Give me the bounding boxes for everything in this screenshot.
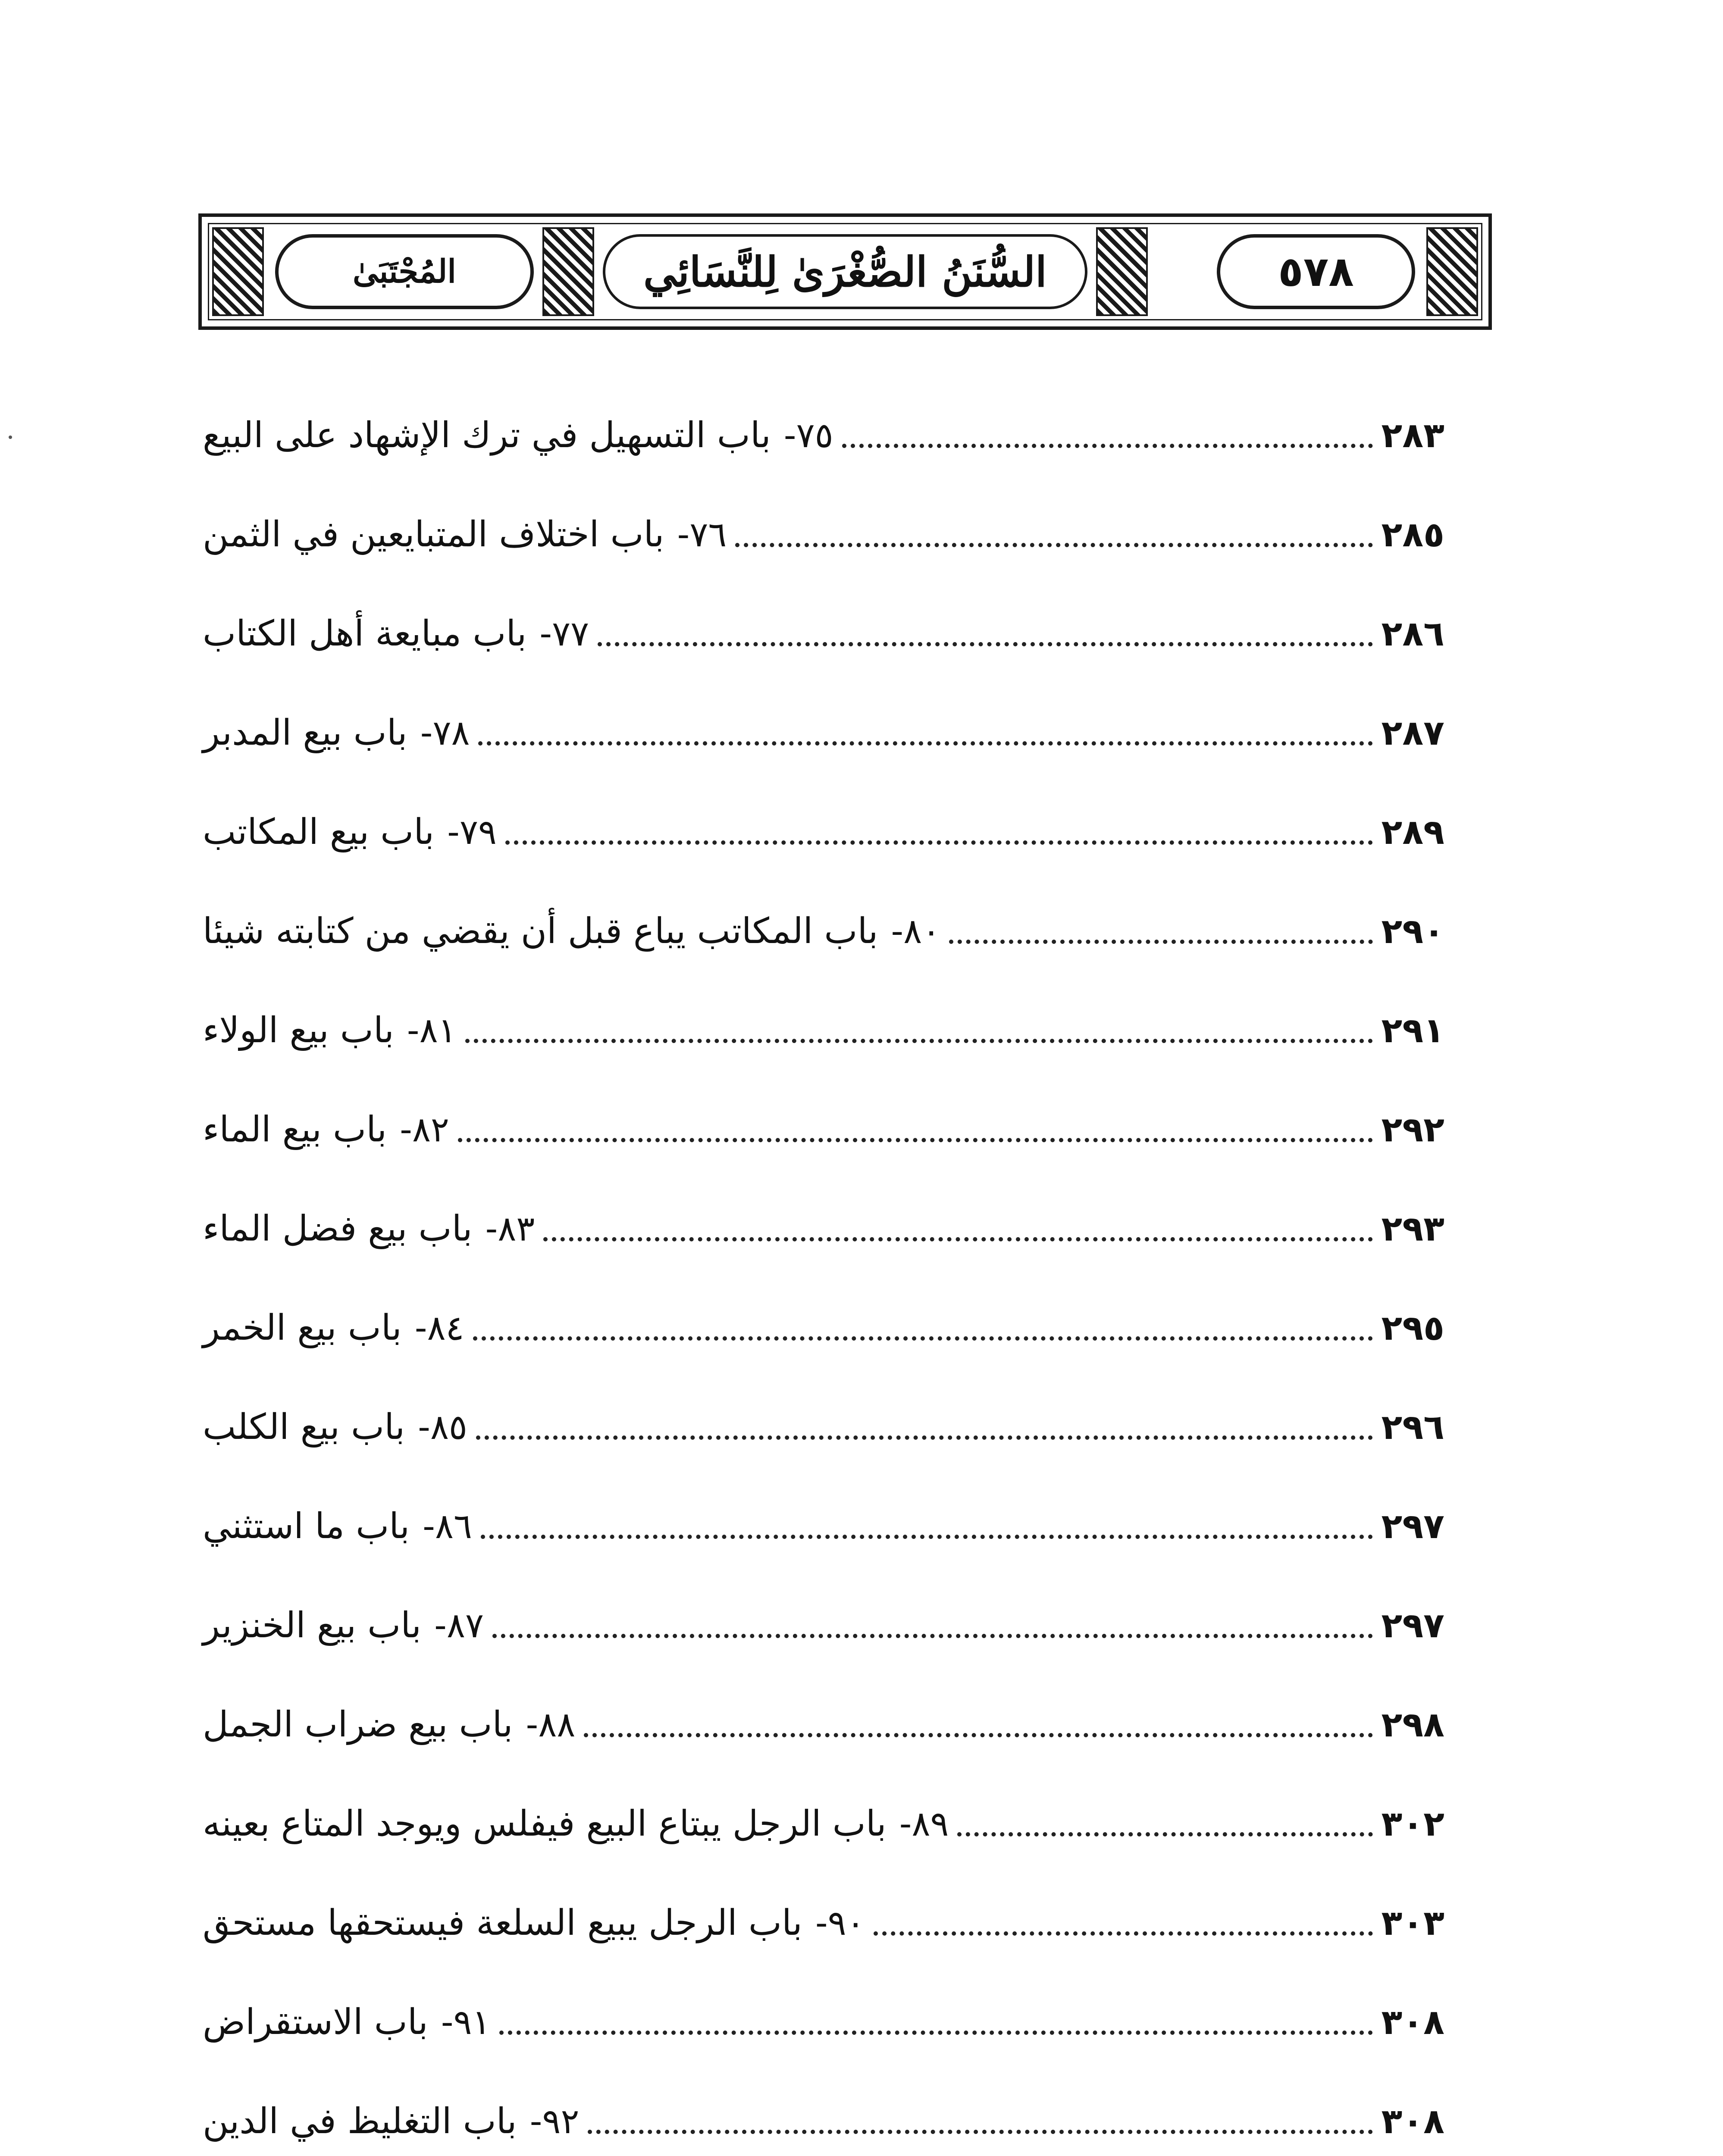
entry-title: باب مبايعة أهل الكتاب — [203, 613, 527, 654]
entry-page: ٣٠٨ — [1381, 2101, 1444, 2141]
entry-page: ٢٩٣ — [1381, 1209, 1444, 1249]
toc-entry — [203, 1000, 1444, 1061]
toc-entry — [203, 1595, 1444, 1656]
entry-number: ٨٨- — [526, 1705, 576, 1745]
entry-page: ٢٨٥ — [1381, 514, 1444, 555]
dot-leader — [598, 642, 1372, 646]
entry-number: ٨٧- — [434, 1605, 484, 1645]
ornament-left-outer — [212, 227, 264, 316]
entry-title: باب التسهيل في ترك الإشهاد على البيع — [203, 415, 771, 456]
dot-leader — [492, 1634, 1373, 1638]
entry-number: ٧٥- — [783, 415, 833, 455]
dot-leader — [735, 543, 1372, 547]
dot-leader — [499, 2031, 1373, 2035]
entry-page: ٢٨٩ — [1381, 812, 1444, 852]
dot-leader — [476, 1435, 1373, 1440]
entry-page: ٢٨٧ — [1381, 713, 1444, 753]
entry-page: ٣٠٢ — [1381, 1804, 1444, 1844]
dot-leader — [588, 2130, 1372, 2134]
entry-title: باب بيع الكلب — [203, 1407, 405, 1448]
dot-leader — [473, 1336, 1373, 1341]
entry-title: باب الرجل يبيع السلعة فيستحقها مستحق — [203, 1902, 802, 1943]
entry-title: باب التغليظ في الدين — [203, 2101, 517, 2142]
toc-entry — [203, 1893, 1444, 1953]
dot-leader — [584, 1733, 1372, 1737]
entry-title: باب بيع فضل الماء — [203, 1208, 473, 1249]
book-subtitle: المُجْتَبَىٰ — [353, 253, 456, 290]
entry-title: باب الرجل يبتاع البيع فيفلس ويوجد المتاع بعينه — [203, 1803, 887, 1844]
entry-title: باب بيع ضراب الجمل — [203, 1704, 513, 1745]
dot-leader — [458, 1138, 1373, 1142]
entry-number: ٨٣- — [485, 1209, 535, 1249]
book-title: السُّنَنُ الصُّغْرَىٰ لِلنَّسَائِي — [643, 247, 1047, 296]
entry-number: ٧٧- — [539, 614, 589, 654]
entry-page: ٢٩٥ — [1381, 1308, 1444, 1348]
entry-title: باب بيع الماء — [203, 1109, 387, 1150]
toc-entry — [203, 901, 1444, 962]
dot-leader — [874, 1931, 1373, 1936]
entry-page: ٢٨٦ — [1381, 614, 1444, 654]
toc-entry — [203, 703, 1444, 763]
entry-number: ٨٩- — [899, 1804, 949, 1844]
entry-page: ٢٩٧ — [1381, 1506, 1444, 1546]
entry-number: ٨٥- — [418, 1407, 467, 1447]
toc-entry — [203, 2091, 1444, 2152]
toc-entry — [203, 1100, 1444, 1160]
entry-page: ٢٩٢ — [1381, 1109, 1444, 1150]
toc-entry — [203, 405, 1444, 466]
toc-entry — [203, 505, 1444, 565]
toc-entry — [203, 1199, 1444, 1259]
entry-number: ٩٠- — [815, 1903, 865, 1943]
entry-number: ٧٨- — [420, 713, 470, 753]
toc-entry — [203, 1496, 1444, 1557]
page-number: ٥٧٨ — [1278, 248, 1354, 296]
dot-leader — [505, 840, 1373, 845]
dot-leader — [543, 1237, 1372, 1241]
entry-number: ٩٢- — [529, 2101, 580, 2141]
entry-page: ٣٠٣ — [1381, 1903, 1444, 1943]
entry-title: باب الاستقراض — [203, 2002, 428, 2043]
entry-title: باب المكاتب يباع قبل أن يقضي من كتابته شيئا — [203, 911, 878, 952]
toc-entry — [203, 1298, 1444, 1358]
dot-leader — [957, 1832, 1372, 1836]
entry-number: ٨٤- — [414, 1308, 464, 1348]
entry-page: ٣٠٨ — [1381, 2002, 1444, 2042]
ornament-left-inner — [542, 227, 594, 316]
ornament-right-inner — [1096, 227, 1148, 316]
entry-number: ٧٩- — [447, 812, 497, 852]
entry-title: باب بيع الولاء — [203, 1010, 394, 1051]
dot-leader — [481, 1535, 1373, 1539]
dot-leader — [949, 940, 1372, 944]
entry-number: ٨٠- — [891, 911, 941, 951]
entry-page: ٢٨٣ — [1381, 415, 1444, 455]
entry-title: باب بيع الخمر — [203, 1307, 402, 1348]
entry-title: باب بيع المدبر — [203, 712, 407, 753]
ornament-right-outer — [1426, 227, 1478, 316]
entry-title: باب بيع الخنزير — [203, 1605, 422, 1646]
toc-entry — [203, 604, 1444, 664]
entry-page: ٢٩٨ — [1381, 1705, 1444, 1745]
toc-entry — [203, 1992, 1444, 2053]
toc-entry — [203, 1794, 1444, 1854]
toc-entry — [203, 1695, 1444, 1755]
entry-page: ٢٩٦ — [1381, 1407, 1444, 1447]
entry-title: باب اختلاف المتبايعين في الثمن — [203, 514, 664, 555]
dot-leader — [465, 1039, 1373, 1043]
dot-leader — [478, 741, 1372, 746]
toc-entry — [203, 1397, 1444, 1457]
entry-number: ٨١- — [407, 1010, 457, 1050]
dot-leader — [842, 444, 1373, 448]
entry-number: ٨٦- — [423, 1506, 472, 1546]
entry-title: باب بيع المكاتب — [203, 812, 435, 852]
page-number-cartouche — [1217, 234, 1415, 309]
entry-number: ٩١- — [441, 2002, 491, 2042]
entry-number: ٧٦- — [677, 514, 727, 555]
entry-title: باب ما استثني — [203, 1506, 410, 1547]
toc-entry — [203, 802, 1444, 862]
entry-number: ٨٢- — [400, 1109, 449, 1150]
entry-page: ٢٩٧ — [1381, 1605, 1444, 1645]
entry-page: ٢٩٠ — [1381, 911, 1444, 951]
subtitle-cartouche — [275, 234, 534, 309]
entry-page: ٢٩١ — [1381, 1010, 1444, 1050]
title-cartouche — [603, 234, 1087, 309]
